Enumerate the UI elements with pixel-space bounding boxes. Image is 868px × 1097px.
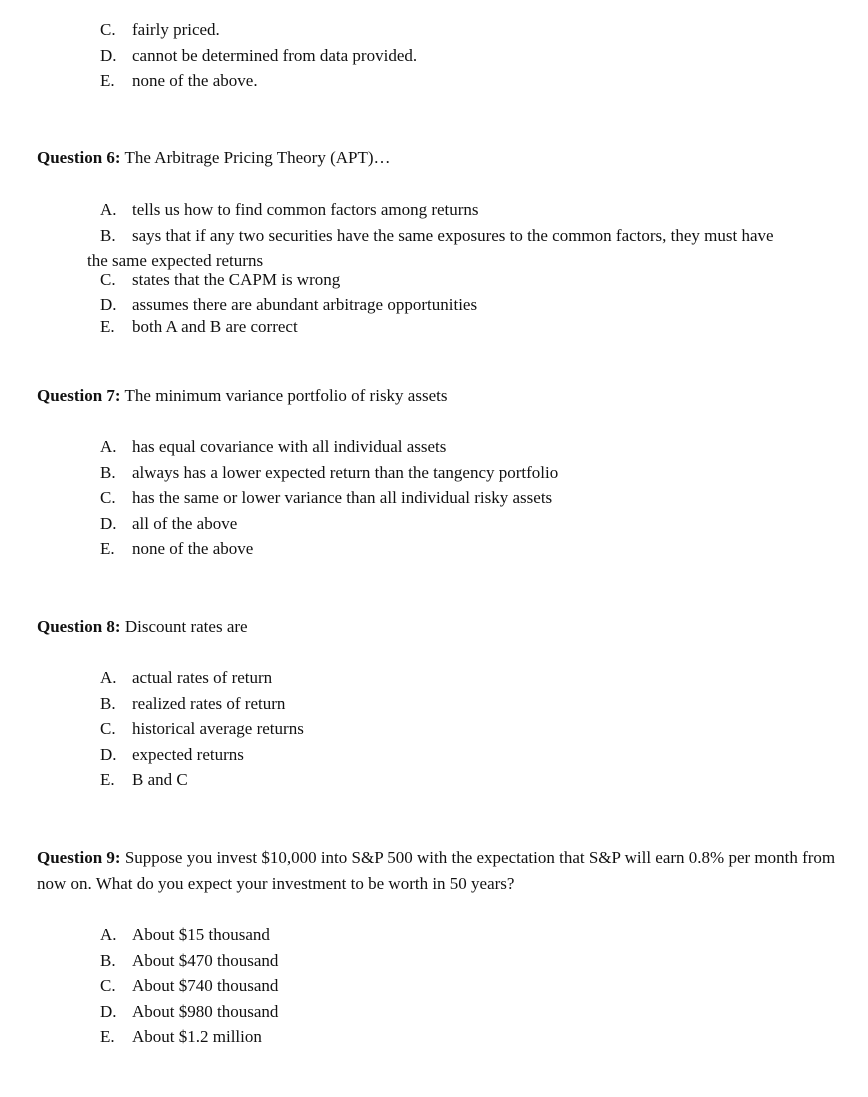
option-d — [100, 511, 865, 537]
option-letter: A. — [100, 668, 117, 687]
option-text: all of the above — [132, 513, 238, 533]
question-8-prompt — [37, 614, 865, 640]
option-letter: C. — [100, 719, 116, 738]
question-6-prompt — [37, 145, 865, 171]
option-text: tells us how to find common factors among returns — [132, 200, 479, 219]
option-letter: C. — [100, 20, 116, 39]
option-text: B and C — [132, 770, 188, 789]
option-text: assumes there are abundant arbitrage opportunities — [132, 295, 478, 314]
option-text: cannot be determined from data provided. — [132, 45, 418, 65]
option-letter: C. — [100, 976, 116, 995]
option-letter: A. — [100, 437, 117, 456]
option-text: none of the above. — [132, 71, 258, 90]
option-text: states that the CAPM is wrong — [132, 269, 341, 289]
option-text: About $740 thousand — [132, 976, 279, 995]
question-9-options — [100, 922, 865, 1050]
option-a — [100, 922, 865, 948]
option-letter: D. — [100, 45, 117, 65]
option-letter: B. — [100, 462, 116, 482]
option-letter: D. — [100, 1001, 117, 1021]
option-b — [100, 460, 865, 486]
option-letter: E. — [100, 539, 115, 558]
option-c — [100, 485, 865, 511]
option-b — [100, 948, 865, 974]
question-8-options — [100, 665, 865, 793]
option-letter: A. — [100, 200, 117, 219]
question-9-prompt — [37, 845, 865, 896]
option-letter: C. — [100, 269, 116, 289]
question-text: The minimum variance portfolio of risky assets — [124, 386, 448, 405]
option-letter: C. — [100, 488, 116, 507]
previous-question-options — [100, 17, 865, 94]
option-text: fairly priced. — [132, 20, 220, 39]
option-a — [100, 665, 865, 691]
option-letter: D. — [100, 513, 117, 533]
question-6-options — [87, 197, 865, 340]
option-e — [100, 536, 865, 562]
option-text: actual rates of return — [132, 668, 273, 687]
option-letter: E. — [100, 1027, 115, 1046]
option-c — [100, 973, 865, 999]
option-letter: E. — [100, 71, 115, 90]
option-text: About $980 thousand — [132, 1001, 279, 1021]
option-letter: B. — [100, 950, 116, 970]
option-e — [100, 314, 865, 340]
option-c — [100, 716, 865, 742]
option-letter: E. — [100, 317, 115, 336]
question-label: Question 7: — [37, 386, 121, 405]
option-a — [100, 434, 865, 460]
question-label: Question 8: — [37, 617, 121, 636]
option-letter: D. — [100, 295, 117, 314]
option-text: About $470 thousand — [132, 950, 279, 970]
option-text: About $15 thousand — [132, 925, 270, 944]
option-d — [100, 999, 865, 1025]
option-text: historical average returns — [132, 719, 304, 738]
option-text: has equal covariance with all individual assets — [132, 437, 447, 456]
option-e — [100, 767, 865, 793]
option-a — [100, 197, 865, 223]
option-letter: D. — [100, 744, 117, 764]
option-text: About $1.2 million — [132, 1027, 262, 1046]
question-text: Suppose you invest $10,000 into S&P 500 with the expectation that S&P will earn 0.8% per month from now on. What do you expect your investment to be worth in 50 years? — [37, 848, 836, 893]
question-label: Question 6: — [37, 148, 121, 167]
option-e — [100, 68, 865, 94]
option-text: both A and B are correct — [132, 317, 298, 336]
question-text: Discount rates are — [124, 617, 248, 636]
option-text: has the same or lower variance than all individual risky assets — [132, 488, 553, 507]
option-letter: E. — [100, 770, 115, 789]
option-text: always has a lower expected return than the tangency portfolio — [132, 462, 559, 482]
question-text: The Arbitrage Pricing Theory (APT)… — [124, 148, 391, 167]
option-e — [100, 1024, 865, 1050]
question-7-prompt — [37, 383, 865, 409]
option-text: expected returns — [132, 744, 244, 764]
option-d — [100, 43, 865, 69]
option-letter: A. — [100, 925, 117, 944]
option-text: none of the above — [132, 539, 254, 558]
option-c — [100, 17, 865, 43]
option-d — [100, 742, 865, 768]
option-d — [100, 292, 865, 314]
option-letter: B. — [100, 225, 116, 245]
option-c — [100, 267, 865, 293]
question-label: Question 9: — [37, 848, 121, 867]
option-letter: B. — [100, 693, 116, 713]
option-b — [100, 691, 865, 717]
option-text: realized rates of return — [132, 693, 286, 713]
option-text: says that if any two securities have the same exposures to the common factors, they must have — [132, 225, 774, 245]
question-7-options — [100, 434, 865, 562]
option-text-continuation: the same expected returns — [87, 251, 264, 270]
